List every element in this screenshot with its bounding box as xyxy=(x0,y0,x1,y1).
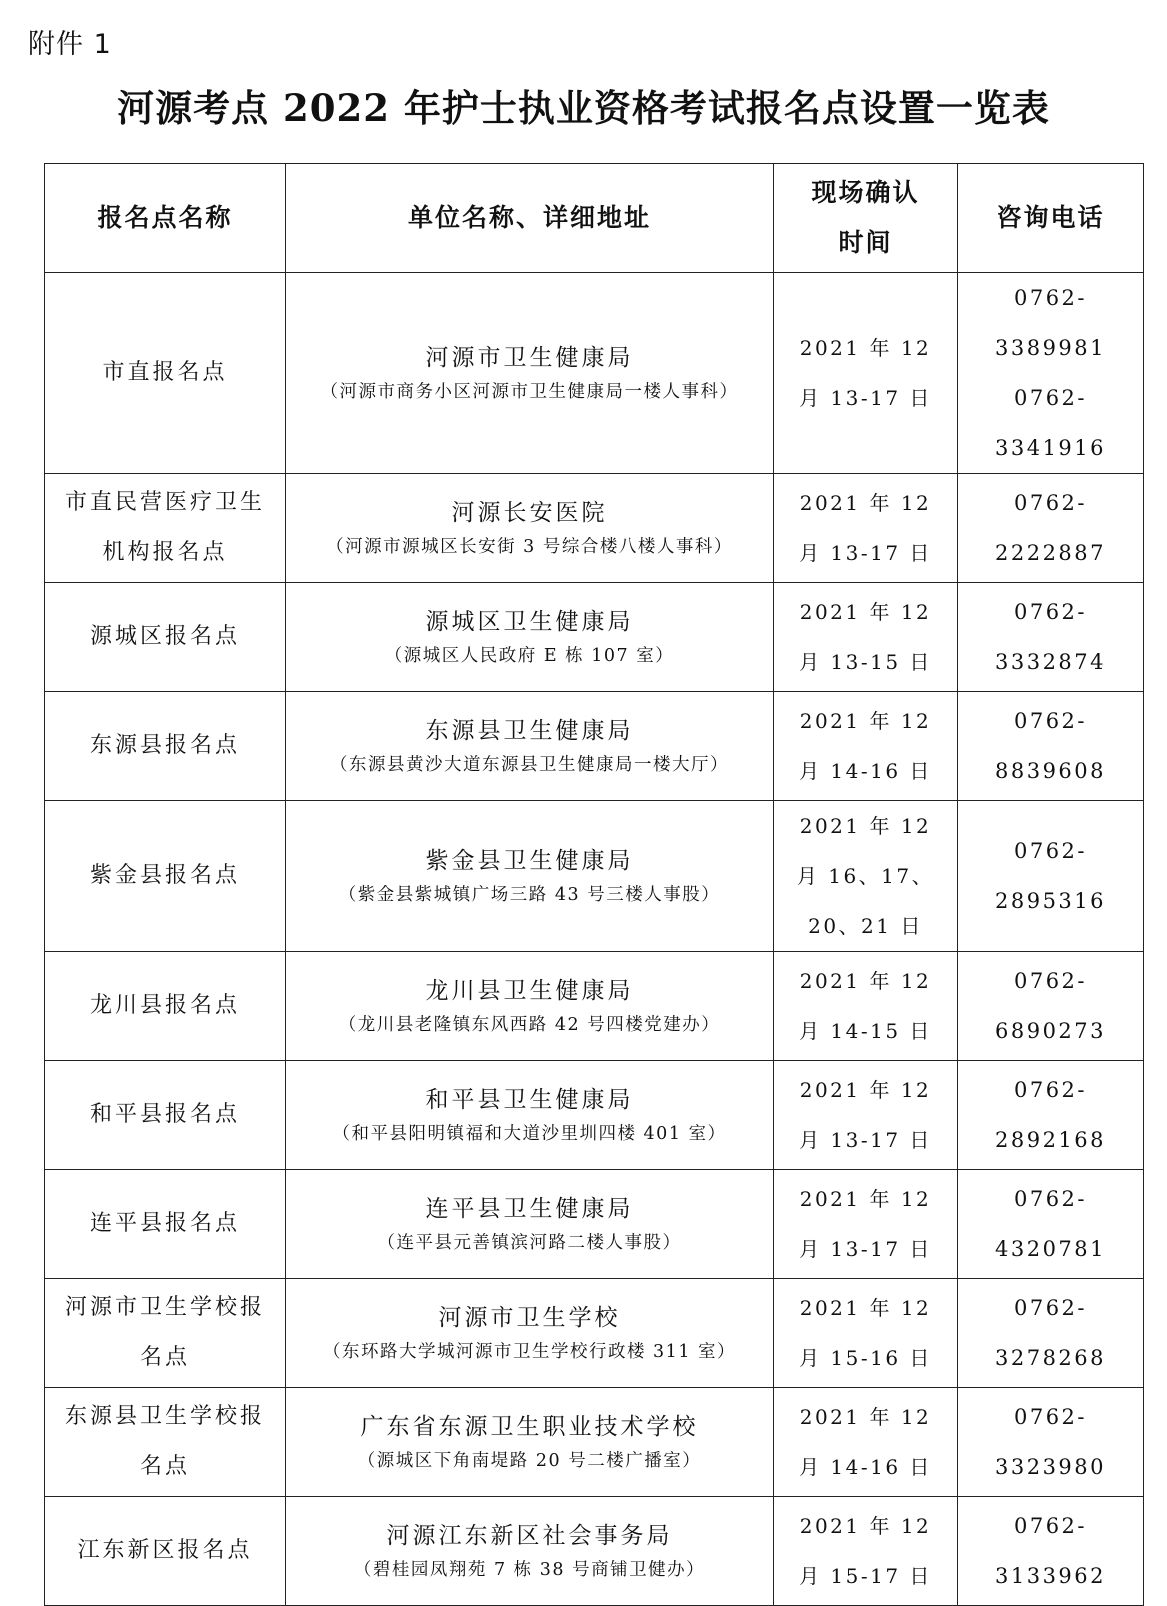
table-row xyxy=(45,273,1144,474)
header-name: 报名点名称 xyxy=(45,164,286,273)
site-name: 东源县报名点 xyxy=(45,692,286,801)
site-name: 市直报名点 xyxy=(45,273,286,474)
unit-address: （龙川县老隆镇东风西路 42 号四楼党建办） xyxy=(338,1015,721,1035)
unit-cell xyxy=(286,692,774,801)
unit-name: 和平县卫生健康局 xyxy=(425,1087,634,1113)
unit-name: 广东省东源卫生职业技术学校 xyxy=(360,1414,699,1440)
table-row xyxy=(45,1497,1144,1606)
registration-table xyxy=(44,163,1144,1606)
table-row xyxy=(45,1388,1144,1497)
confirm-time: 2021 年 12 月 13-17 日 xyxy=(774,1061,958,1170)
site-name: 连平县报名点 xyxy=(45,1170,286,1279)
table-row xyxy=(45,1170,1144,1279)
unit-address: （河源市商务小区河源市卫生健康局一楼人事科） xyxy=(320,382,739,402)
unit-cell xyxy=(286,583,774,692)
confirm-time: 2021 年 12 月 15-16 日 xyxy=(774,1279,958,1388)
site-name: 和平县报名点 xyxy=(45,1061,286,1170)
phone: 0762-8839608 xyxy=(958,692,1144,801)
unit-name: 龙川县卫生健康局 xyxy=(425,978,634,1004)
unit-cell xyxy=(286,1279,774,1388)
table-row xyxy=(45,1279,1144,1388)
unit-name: 河源市卫生健康局 xyxy=(425,345,634,371)
confirm-time: 2021 年 12 月 16、17、20、21 日 xyxy=(774,801,958,952)
phone: 0762-3332874 xyxy=(958,583,1144,692)
phone: 0762-2222887 xyxy=(958,474,1144,583)
phone: 0762-3389981 0762-3341916 xyxy=(958,273,1144,474)
unit-cell xyxy=(286,273,774,474)
phone: 0762-6890273 xyxy=(958,952,1144,1061)
unit-address: （紫金县紫城镇广场三路 43 号三楼人事股） xyxy=(338,885,721,905)
unit-cell xyxy=(286,952,774,1061)
phone: 0762-2895316 xyxy=(958,801,1144,952)
header-phone: 咨询电话 xyxy=(958,164,1144,273)
unit-name: 源城区卫生健康局 xyxy=(425,609,634,635)
site-name: 龙川县报名点 xyxy=(45,952,286,1061)
unit-name: 河源江东新区社会事务局 xyxy=(386,1523,673,1549)
unit-address: （碧桂园凤翔苑 7 栋 38 号商铺卫健办） xyxy=(353,1560,706,1580)
table-row xyxy=(45,583,1144,692)
unit-cell xyxy=(286,1061,774,1170)
header-time: 现场确认时间 xyxy=(774,164,958,273)
table-header-row xyxy=(45,164,1144,273)
header-unit: 单位名称、详细地址 xyxy=(286,164,774,273)
confirm-time: 2021 年 12 月 15-17 日 xyxy=(774,1497,958,1606)
unit-name: 东源县卫生健康局 xyxy=(425,718,634,744)
unit-address: （和平县阳明镇福和大道沙里圳四楼 401 室） xyxy=(332,1124,727,1144)
unit-name: 紫金县卫生健康局 xyxy=(425,848,634,874)
unit-name: 连平县卫生健康局 xyxy=(425,1196,634,1222)
confirm-time: 2021 年 12 月 14-16 日 xyxy=(774,692,958,801)
table-body xyxy=(45,273,1144,1606)
site-name: 紫金县报名点 xyxy=(45,801,286,952)
site-name: 江东新区报名点 xyxy=(45,1497,286,1606)
document-title: 河源考点 2022 年护士执业资格考试报名点设置一览表 xyxy=(117,86,1050,130)
unit-address: （东源县黄沙大道东源县卫生健康局一楼大厅） xyxy=(330,755,729,775)
site-name: 市直民营医疗卫生机构报名点 xyxy=(45,474,286,583)
confirm-time: 2021 年 12 月 13-17 日 xyxy=(774,273,958,474)
site-name: 河源市卫生学校报名点 xyxy=(45,1279,286,1388)
unit-cell xyxy=(286,474,774,583)
phone: 0762-3133962 xyxy=(958,1497,1144,1606)
attachment-label: 附件 1 xyxy=(28,29,112,60)
unit-address: （源城区下角南堤路 20 号二楼广播室） xyxy=(357,1451,702,1471)
phone: 0762-4320781 xyxy=(958,1170,1144,1279)
site-name: 东源县卫生学校报名点 xyxy=(45,1388,286,1497)
unit-name: 河源长安医院 xyxy=(451,500,608,526)
confirm-time: 2021 年 12 月 13-15 日 xyxy=(774,583,958,692)
unit-name: 河源市卫生学校 xyxy=(438,1305,621,1331)
table-row xyxy=(45,952,1144,1061)
unit-address: （河源市源城区长安街 3 号综合楼八楼人事科） xyxy=(326,537,733,557)
unit-cell xyxy=(286,1170,774,1279)
unit-address: （东环路大学城河源市卫生学校行政楼 311 室） xyxy=(322,1342,737,1362)
table-row xyxy=(45,474,1144,583)
table-row xyxy=(45,1061,1144,1170)
phone: 0762-2892168 xyxy=(958,1061,1144,1170)
confirm-time: 2021 年 12 月 13-17 日 xyxy=(774,1170,958,1279)
confirm-time: 2021 年 12 月 14-16 日 xyxy=(774,1388,958,1497)
table-row xyxy=(45,801,1144,952)
confirm-time: 2021 年 12 月 14-15 日 xyxy=(774,952,958,1061)
unit-cell xyxy=(286,1497,774,1606)
table-row xyxy=(45,692,1144,801)
confirm-time: 2021 年 12 月 13-17 日 xyxy=(774,474,958,583)
phone: 0762-3278268 xyxy=(958,1279,1144,1388)
unit-cell xyxy=(286,801,774,952)
unit-address: （连平县元善镇滨河路二楼人事股） xyxy=(377,1233,682,1253)
phone: 0762-3323980 xyxy=(958,1388,1144,1497)
site-name: 源城区报名点 xyxy=(45,583,286,692)
unit-address: （源城区人民政府 E 栋 107 室） xyxy=(384,646,675,666)
unit-cell xyxy=(286,1388,774,1497)
